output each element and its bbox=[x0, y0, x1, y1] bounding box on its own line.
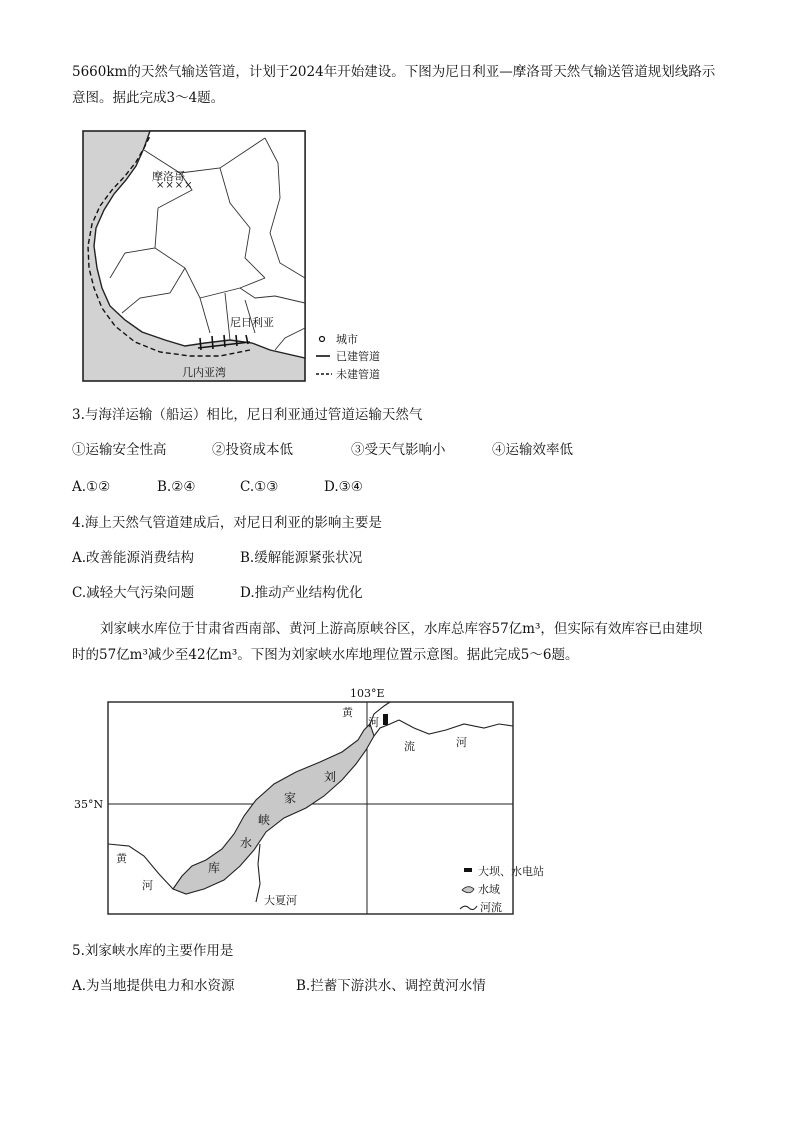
legend-water: 水域 bbox=[478, 883, 500, 896]
q3-option-d: D.③④ bbox=[324, 479, 363, 495]
q4-option-a: A.改善能源消费结构 bbox=[72, 550, 195, 566]
pipeline-map bbox=[80, 128, 400, 386]
huang-left-2: 河 bbox=[142, 879, 153, 892]
q3-option-c: C.①③ bbox=[240, 479, 279, 495]
reservoir-char-3: 峡 bbox=[258, 813, 271, 827]
q5-stem: 5.刘家峡水库的主要作用是 bbox=[72, 943, 234, 959]
reservoir-char-1: 刘 bbox=[324, 770, 337, 784]
daxia-label: 大夏河 bbox=[264, 894, 297, 907]
reservoir-water bbox=[173, 724, 374, 894]
gulf-label: 几内亚湾 bbox=[182, 366, 226, 379]
huang-top-1: 黄 bbox=[342, 706, 353, 719]
reservoir-char-5: 库 bbox=[208, 861, 221, 875]
legend-dam: 大坝、水电站 bbox=[478, 865, 544, 878]
q3-item-1: ①运输安全性高 bbox=[72, 442, 167, 458]
flow-right-2: 河 bbox=[456, 736, 467, 749]
intro-line-2: 意图。据此完成3～4题。 bbox=[72, 90, 225, 106]
legend-river: 河流 bbox=[480, 901, 502, 914]
legend-river-symbol bbox=[460, 906, 477, 910]
morocco-label: 摩洛哥 bbox=[152, 170, 185, 183]
onshore-pipeline-marks: ×××× bbox=[156, 180, 194, 191]
q4-option-c: C.减轻大气污染问题 bbox=[72, 585, 195, 601]
q5-option-b: B.拦蓄下游洪水、调控黄河水情 bbox=[296, 978, 486, 994]
passage2-line-1: 刘家峡水库位于甘肃省西南部、黄河上游高原峡谷区，水库总库容57亿m³，但实际有效库容已由建坝 bbox=[100, 621, 703, 637]
q3-option-a: A.①② bbox=[72, 479, 111, 495]
dam-station bbox=[383, 714, 388, 725]
q3-item-3: ③受天气影响小 bbox=[351, 442, 446, 458]
huang-top-2: 河 bbox=[368, 716, 379, 729]
legend-city: 城市 bbox=[336, 333, 358, 346]
legend-unbuilt: 未建管道 bbox=[336, 368, 380, 381]
q3-stem: 3.与海洋运输（船运）相比，尼日利亚通过管道运输天然气 bbox=[72, 407, 423, 423]
reservoir-char-2: 家 bbox=[284, 791, 297, 805]
nigeria-label: 尼日利亚 bbox=[230, 316, 274, 329]
legend-water-symbol bbox=[462, 887, 474, 893]
q4-option-d: D.推动产业结构优化 bbox=[240, 585, 363, 601]
q5-option-a: A.为当地提供电力和水资源 bbox=[72, 978, 235, 994]
q3-item-4: ④运输效率低 bbox=[492, 442, 573, 458]
reservoir-map bbox=[74, 684, 574, 918]
city-symbol bbox=[320, 337, 325, 342]
huang-left-1: 黄 bbox=[116, 852, 127, 865]
legend-built: 已建管道 bbox=[336, 350, 380, 363]
lon-label: 103°E bbox=[350, 687, 385, 700]
lat-label: 35°N bbox=[74, 798, 104, 811]
q4-stem: 4.海上天然气管道建成后，对尼日利亚的影响主要是 bbox=[72, 515, 382, 531]
q4-option-b: B.缓解能源紧张状况 bbox=[240, 550, 363, 566]
intro-line-1: 5660km的天然气输送管道，计划于2024年开始建设。下图为尼日利亚—摩洛哥天然气输送管道规划线路示 bbox=[72, 64, 716, 80]
flow-right-1: 流 bbox=[404, 740, 415, 753]
passage2-line-2: 时的57亿m³减少至42亿m³。下图为刘家峡水库地理位置示意图。据此完成5～6题。 bbox=[72, 647, 579, 663]
q3-item-2: ②投资成本低 bbox=[212, 442, 293, 458]
reservoir-char-4: 水 bbox=[240, 836, 253, 850]
legend-dam-symbol bbox=[464, 868, 472, 872]
q3-option-b: B.②④ bbox=[157, 479, 196, 495]
